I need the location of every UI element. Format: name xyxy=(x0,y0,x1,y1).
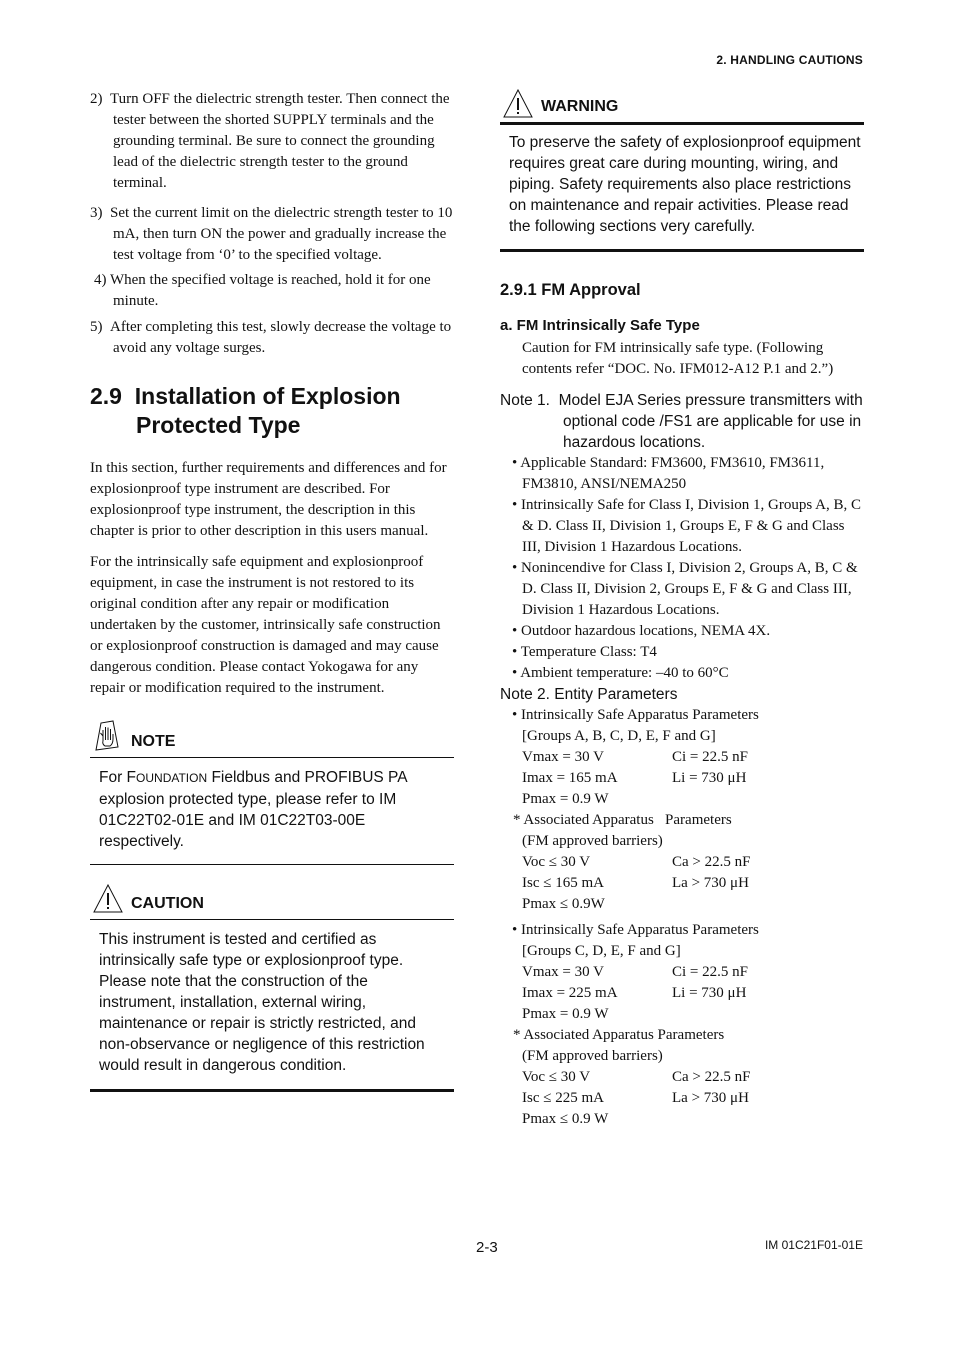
step-text: Set the current limit on the dielectric strength tester to 10 mA, then turn ON the power and gradually increase the test voltage from ‘0’ to the specified voltage. xyxy=(110,205,453,263)
params-row xyxy=(522,873,864,894)
params-table xyxy=(500,962,864,1025)
page-number: 2-3 xyxy=(476,1239,498,1256)
bullet-item: • Ambient temperature: –40 to 60°C xyxy=(512,665,729,681)
section-paragraph: For the intrinsically safe equipment and explosionproof equipment, in case the instrument is not restored to its original condition after any repair or modification undertaken by the customer, intrinsically safe construction or explosionproof construction is damaged and may cause dangerous condition. Please contact Yokogawa for any repair or modification required to the instrument. xyxy=(90,554,441,696)
params-row xyxy=(522,747,864,768)
section-paragraph: In this section, further requirements and differences and for explosionproof type instrument are described. For explosionproof type instrument, the description in this chapter is prior to other description in this users manual. xyxy=(90,460,447,539)
note-1-text: Model EJA Series pressure transmitters with optional code /FS1 are applicable for use in hazardous locations. xyxy=(558,392,863,451)
param-value: Imax = 165 mA xyxy=(522,770,618,786)
params-table xyxy=(500,747,864,810)
warning-icon xyxy=(502,88,534,127)
assoc-title: * Associated Apparatus Parameters xyxy=(513,812,732,828)
document-id: IM 01C21F01-01E xyxy=(764,1238,863,1252)
bullet-item: • Outdoor hazardous locations, NEMA 4X. xyxy=(512,623,771,639)
bullet-text: Nonincendive for Class I, Division 2, Groups A, B, C & D. Class II, Division 2, Groups E, F & G and Class III, Division 1 Hazardous Locations. xyxy=(521,560,858,618)
params-row xyxy=(522,962,864,983)
step-item xyxy=(90,270,454,312)
params-groups: [Groups C, D, E, F and G] xyxy=(522,943,681,959)
params-row xyxy=(522,1109,864,1130)
note-text-prefix: For F xyxy=(99,769,137,786)
param-value: Pmax = 0.9 W xyxy=(522,791,609,807)
divider xyxy=(90,1089,454,1092)
step-text: After completing this test, slowly decrease the voltage to avoid any voltage surges. xyxy=(110,319,452,356)
param-value: Imax = 225 mA xyxy=(522,985,618,1001)
params-row xyxy=(522,1004,864,1025)
step-number: 4) xyxy=(94,272,107,288)
divider xyxy=(500,249,864,252)
note-1 xyxy=(500,390,864,453)
param-value: Ci = 22.5 nF xyxy=(672,749,748,765)
params-row xyxy=(522,1088,864,1109)
param-value: Li = 730 μH xyxy=(672,985,747,1001)
caution-icon xyxy=(92,883,124,922)
note-text-smallcaps: OUNDATION xyxy=(136,771,208,785)
param-value: Ca > 22.5 nF xyxy=(672,1069,751,1085)
warning-box xyxy=(500,89,864,252)
step-number: 3) xyxy=(90,205,103,221)
params-row xyxy=(522,983,864,1004)
param-value: Isc ≤ 165 mA xyxy=(522,875,604,891)
section-number: 2.9 xyxy=(90,383,122,409)
caution-header xyxy=(90,883,454,919)
params-group-c xyxy=(500,920,864,1130)
bullet-text: Temperature Class: T4 xyxy=(520,644,657,660)
param-value: Vmax = 30 V xyxy=(522,964,604,980)
left-column xyxy=(90,89,454,1092)
warning-header xyxy=(500,89,864,122)
params-row xyxy=(522,1067,864,1088)
params-title: • Intrinsically Safe Apparatus Parameters xyxy=(512,922,759,938)
params-title: • Intrinsically Safe Apparatus Parameters xyxy=(512,707,759,723)
section-title-text: Installation of Explosion Protected Type xyxy=(134,383,401,438)
assoc-table xyxy=(500,852,864,915)
params-title-text: Intrinsically Safe Apparatus Parameters xyxy=(521,707,759,723)
param-value: La > 730 μH xyxy=(672,875,749,891)
hand-icon xyxy=(92,717,122,758)
note-2: Note 2. Entity Parameters xyxy=(500,686,678,703)
note-1-label: Note 1. xyxy=(500,392,550,409)
params-groups: [Groups A, B, C, D, E, F and G] xyxy=(522,728,716,744)
param-value: La > 730 μH xyxy=(672,1090,749,1106)
params-row xyxy=(522,852,864,873)
assoc-sub: (FM approved barriers) xyxy=(522,1048,663,1064)
caution-box xyxy=(90,883,454,1092)
params-row xyxy=(522,789,864,810)
params-title-text: Intrinsically Safe Apparatus Parameters xyxy=(521,922,759,938)
params-row xyxy=(522,768,864,789)
param-value: Ci = 22.5 nF xyxy=(672,964,748,980)
bullet-text: Ambient temperature: –40 to 60°C xyxy=(520,665,729,681)
note-text xyxy=(90,758,454,864)
caution-label: CAUTION xyxy=(131,895,204,912)
note-box xyxy=(90,717,454,865)
subsection-subtitle: a. FM Intrinsically Safe Type xyxy=(500,317,700,334)
step-text: Turn OFF the dielectric strength tester. Then connect the tester between the shorted SUPPLY terminals and the grounding terminal. Be sure to connect the grounding lead of the dielectric strength tester to the ground terminal. xyxy=(110,91,450,191)
params-group-a xyxy=(500,705,864,915)
bullet-text: Intrinsically Safe for Class I, Division 1, Groups A, B, C & D. Class II, Division 1, Groups E, F & G and Class III, Division 1 Hazardous Locations. xyxy=(521,497,861,555)
step-number: 2) xyxy=(90,91,103,107)
running-header: 2. HANDLING CAUTIONS xyxy=(716,53,863,67)
assoc-table xyxy=(500,1067,864,1130)
assoc-title: * Associated Apparatus Parameters xyxy=(513,1027,725,1043)
param-value: Ca > 22.5 nF xyxy=(672,854,751,870)
step-item xyxy=(90,203,454,266)
step-text: When the specified voltage is reached, hold it for one minute. xyxy=(109,272,431,309)
param-value: Isc ≤ 225 mA xyxy=(522,1090,604,1106)
note-label: NOTE xyxy=(131,733,176,750)
note-text-rest: Fieldbus and PROFIBUS PA explosion protected type, please refer to IM 01C22T02-01E and IM 01C22T03-00E respectively. xyxy=(99,769,407,850)
bullet-item: • Temperature Class: T4 xyxy=(512,644,657,660)
note-header xyxy=(90,717,454,757)
param-value: Vmax = 30 V xyxy=(522,749,604,765)
divider xyxy=(90,864,454,865)
param-value: Li = 730 μH xyxy=(672,770,747,786)
param-value: Pmax = 0.9 W xyxy=(522,1006,609,1022)
right-column xyxy=(500,89,864,1130)
bullet-item: • Nonincendive for Class I, Division 2, Groups A, B, C & D. Class II, Division 2, Groups E, F & G and Class III, Division 1 Hazardous Locations. xyxy=(512,560,858,618)
warning-label: WARNING xyxy=(541,98,619,115)
bullet-item: • Intrinsically Safe for Class I, Division 1, Groups A, B, C & D. Class II, Division 1, Groups E, F & G and Class III, Division 1 Hazardous Locations. xyxy=(512,497,861,555)
param-value: Pmax ≤ 0.9 W xyxy=(522,1111,609,1127)
param-value: Voc ≤ 30 V xyxy=(522,1069,591,1085)
section-title xyxy=(90,382,454,440)
caution-text: This instrument is tested and certified as intrinsically safe type or explosionproof type. Please note that the construction of the instrument, installation, external wiring, maintenance or repair is strictly restricted, and non-observance or negligence of this restriction would result in dangerous condition. xyxy=(99,931,425,1074)
assoc-sub: (FM approved barriers) xyxy=(522,833,663,849)
params-row xyxy=(522,894,864,915)
bullet-text: Outdoor hazardous locations, NEMA 4X. xyxy=(521,623,771,639)
step-item xyxy=(90,317,454,359)
warning-text: To preserve the safety of explosionproof equipment requires great care during mounting, wiring, and piping. Safety requirements also place restrictions on maintenance and repair activities. Please read the following sections very carefully. xyxy=(509,134,861,235)
fm-intro: Caution for FM intrinsically safe type. (Following contents refer “DOC. No. IFM012-A12 P.1 and 2.”) xyxy=(522,340,834,377)
subsection-title: 2.9.1 FM Approval xyxy=(500,281,641,299)
step-item xyxy=(90,89,454,194)
bullet-item: • Applicable Standard: FM3600, FM3610, FM3611, FM3810, ANSI/NEMA250 xyxy=(512,455,825,492)
step-number: 5) xyxy=(90,319,103,335)
param-value: Pmax ≤ 0.9W xyxy=(522,896,605,912)
param-value: Voc ≤ 30 V xyxy=(522,854,591,870)
bullet-text: Applicable Standard: FM3600, FM3610, FM3611, FM3810, ANSI/NEMA250 xyxy=(520,455,825,492)
